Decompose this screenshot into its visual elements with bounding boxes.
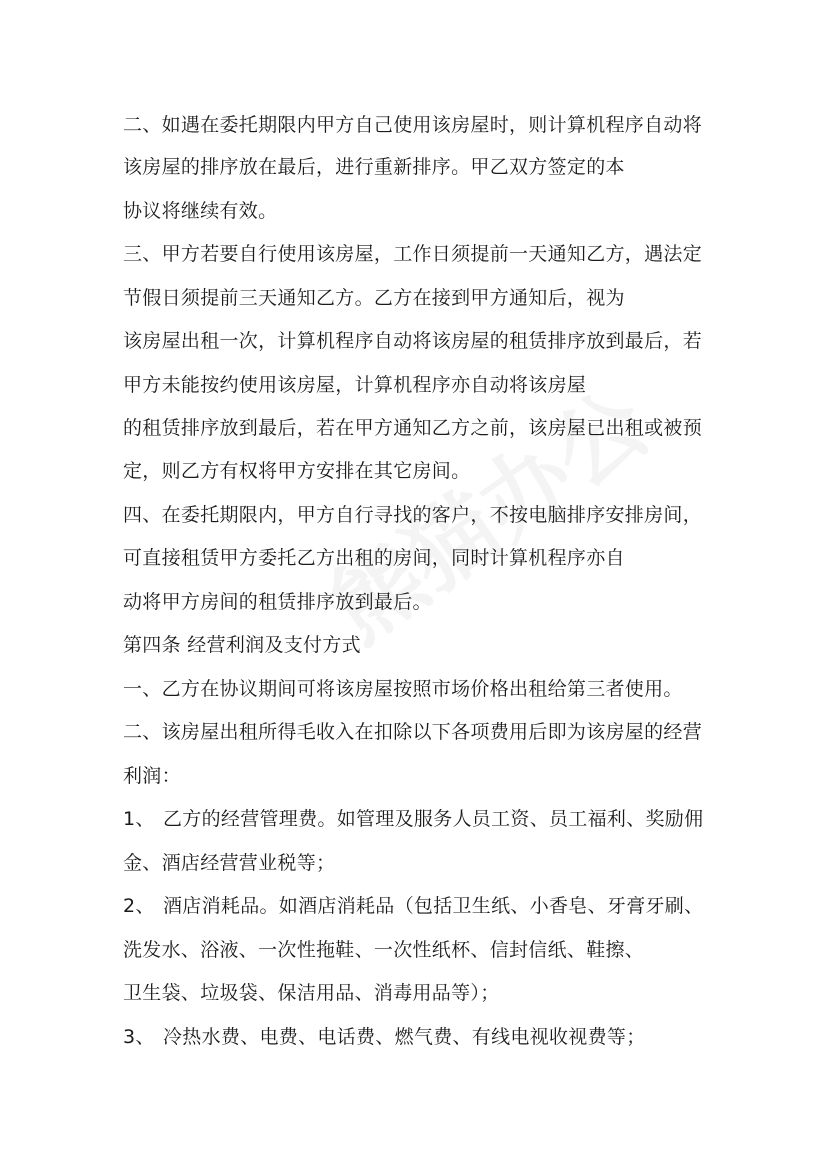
list-item <box>123 1025 646 1049</box>
list-item-text: 冷热水费、电费、电话费、燃气费、有线电视收视费等； <box>163 1026 646 1048</box>
paragraph-line: 三、甲方若要自行使用该房屋，工作日须提前一天通知乙方，遇法定 <box>123 243 703 265</box>
paragraph-line: 二、如遇在委托期限内甲方自己使用该房屋时，则计算机程序自动将 <box>123 114 703 136</box>
list-item-text: 卫生袋、垃圾袋、保洁用品、消毒用品等）； <box>123 982 500 1004</box>
list-item <box>123 807 703 831</box>
paragraph-line: 该房屋出租一次，计算机程序自动将该房屋的租赁排序放到最后，若 <box>123 330 703 352</box>
paragraph-line: 节假日须提前三天通知乙方。乙方在接到甲方通知后，视为 <box>123 287 625 309</box>
paragraph-line: 可直接租赁甲方委托乙方出租的房间，同时计算机程序亦自 <box>123 547 625 569</box>
section-heading: 第四条 经营利润及支付方式 <box>123 634 361 656</box>
list-item <box>123 894 703 918</box>
paragraph-line: 协议将继续有效。 <box>123 200 278 222</box>
list-item-number: 3、 <box>123 1026 155 1048</box>
list-item-number: 2、 <box>123 895 155 917</box>
list-item-text: 乙方的经营管理费。如管理及服务人员工资、员工福利、奖励佣 <box>163 808 704 830</box>
list-item <box>123 851 335 875</box>
paragraph-line: 动将甲方房间的租赁排序放到最后。 <box>123 591 432 613</box>
list-item-number: 1、 <box>123 808 155 830</box>
paragraph-line: 二、该房屋出租所得毛收入在扣除以下各项费用后即为该房屋的经营 <box>123 721 703 743</box>
paragraph-line: 该房屋的排序放在最后，进行重新排序。甲乙双方签定的本 <box>123 156 625 178</box>
paragraph-line: 一、乙方在协议期间可将该房屋按照市场价格出租给第三者使用。 <box>123 678 683 700</box>
list-item <box>123 938 644 962</box>
paragraph-line: 的租赁排序放到最后，若在甲方通知乙方之前，该房屋已出租或被预 <box>123 417 703 439</box>
paragraph-line: 定，则乙方有权将甲方安排在其它房间。 <box>123 460 471 482</box>
list-item-text: 酒店消耗品。如酒店消耗品（包括卫生纸、小香皂、牙膏牙刷、 <box>163 895 704 917</box>
paragraph-line: 利润： <box>123 765 181 787</box>
paragraph-line: 四、在委托期限内，甲方自行寻找的客户，不按电脑排序安排房间， <box>123 504 703 526</box>
list-item <box>123 981 500 1005</box>
list-item-text: 金、酒店经营营业税等； <box>123 852 336 874</box>
list-item-text: 洗发水、浴液、一次性拖鞋、一次性纸杯、信封信纸、鞋擦、 <box>123 939 645 961</box>
paragraph-line: 甲方未能按约使用该房屋，计算机程序亦自动将该房屋 <box>123 374 587 396</box>
